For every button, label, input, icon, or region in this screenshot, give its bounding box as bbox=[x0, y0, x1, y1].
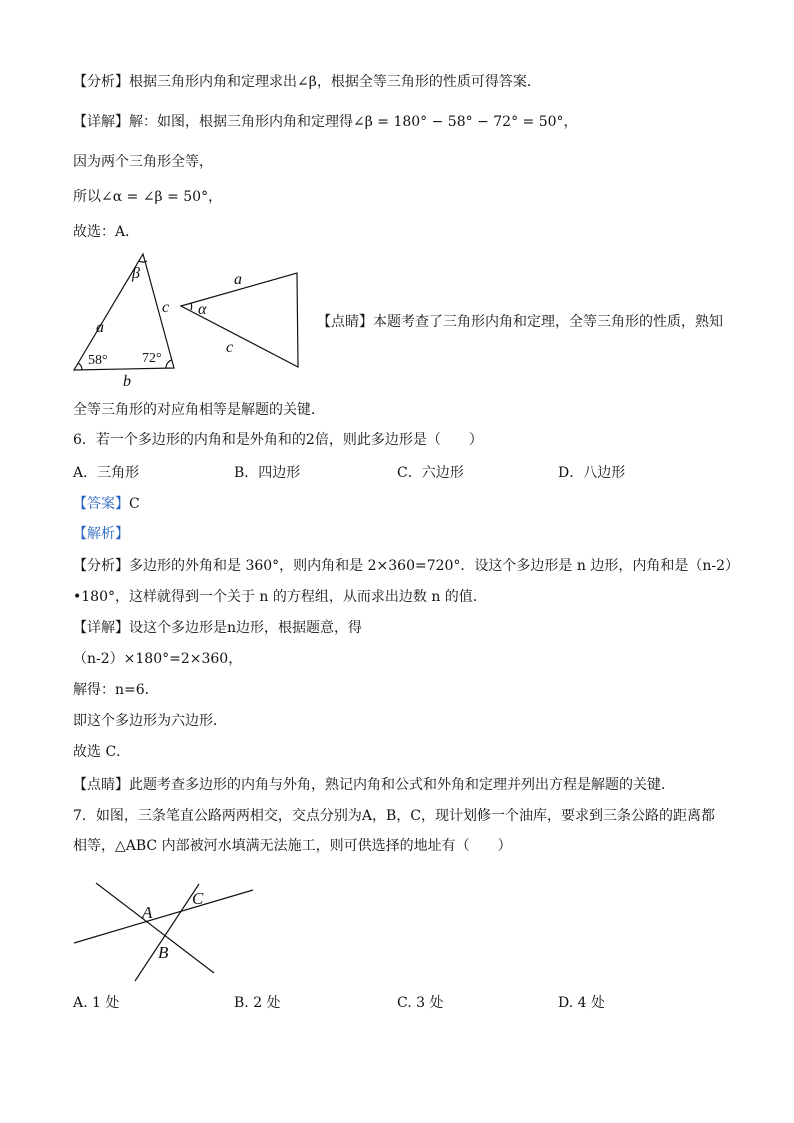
q6-option-b: B．四边形 bbox=[234, 465, 301, 481]
angle-mark-alpha bbox=[191, 303, 192, 310]
comment-line-cont: 全等三角形的对应角相等是解题的关键． bbox=[73, 402, 325, 418]
answer-value: C bbox=[129, 496, 140, 512]
q6-analysis-line: 【分析】多边形的外角和是 360°，则内角和是 2×360=720°．设这个多边形是 n 边形，内角和是（n-2） bbox=[73, 558, 740, 574]
comment-line: 【点睛】本题考查了三角形内角和定理，全等三角形的性质，熟知 bbox=[317, 314, 723, 330]
q7-option-b: B. 2 处 bbox=[234, 995, 281, 1011]
q6-option-c: C．六边形 bbox=[397, 465, 464, 481]
label-beta: β bbox=[132, 265, 140, 282]
label-c-right: c bbox=[226, 339, 234, 356]
label-b: b bbox=[123, 373, 131, 390]
angle-mark-58 bbox=[78, 363, 82, 370]
q6-solve-line: 解得：n=6． bbox=[73, 682, 159, 698]
label-c-left: c bbox=[162, 299, 170, 316]
q6-analysis-line: •180°，这样就得到一个关于 n 的方程组，从而求出边数 n 的值． bbox=[73, 589, 487, 605]
label-a-right: a bbox=[234, 271, 242, 288]
q7-option-d: D. 4 处 bbox=[558, 995, 605, 1011]
question-6-stem: 6．若一个多边形的内角和是外角和的2倍，则此多边形是（ ） bbox=[73, 432, 483, 448]
q6-equation-line: （n-2）×180°=2×360， bbox=[73, 651, 243, 667]
label-alpha: α bbox=[198, 301, 207, 318]
question-7-stem: 7．如图，三条笔直公路两两相交，交点分别为A，B，C，现计划修一个油库，要求到三条公路的距离都 bbox=[73, 808, 716, 824]
q6-comment-line: 【点睛】此题考查多边形的内角与外角，熟记内角和公式和外角和定理并列出方程是解题的关键． bbox=[73, 777, 675, 793]
congruent-triangles-figure bbox=[68, 250, 308, 390]
question-7-stem-cont: 相等，△ABC 内部被河水填满无法施工，则可供选择的地址有（ ） bbox=[73, 838, 512, 854]
label-a-left: a bbox=[96, 319, 104, 336]
answer-tag: 【答案】 bbox=[73, 496, 129, 512]
q6-choice-line: 故选 C． bbox=[73, 744, 131, 760]
q6-detail-line: 【详解】设这个多边形是n边形，根据题意，得 bbox=[73, 620, 363, 636]
choice-line: 故选：A． bbox=[73, 224, 140, 240]
q6-analysis-tag: 【解析】 bbox=[73, 526, 129, 542]
road-line-3 bbox=[135, 884, 199, 981]
q6-option-a: A．三角形 bbox=[73, 465, 140, 481]
label-C: C bbox=[192, 889, 204, 908]
label-A: A bbox=[142, 903, 153, 922]
q6-answer-row bbox=[73, 494, 140, 514]
analysis-line: 【分析】根据三角形内角和定理求出∠β，根据全等三角形的性质可得答案． bbox=[73, 74, 541, 90]
angle-mark-72 bbox=[166, 360, 172, 368]
label-B: B bbox=[158, 943, 169, 962]
q6-result-line: 即这个多边形为六边形． bbox=[73, 713, 227, 729]
angle-mark-beta bbox=[139, 261, 147, 262]
intersecting-roads-figure bbox=[70, 878, 260, 988]
q7-option-a: A. 1 处 bbox=[73, 995, 120, 1011]
q7-option-c: C. 3 处 bbox=[397, 995, 444, 1011]
q6-option-d: D．八边形 bbox=[558, 465, 626, 481]
label-58: 58° bbox=[88, 353, 108, 368]
detail-line: 【详解】解：如图，根据三角形内角和定理得∠β = 180° − 58° − 72° = 50°， bbox=[73, 114, 578, 130]
solution-line: 所以∠α = ∠β = 50°， bbox=[73, 189, 223, 205]
label-72: 72° bbox=[142, 351, 162, 366]
solution-line: 因为两个三角形全等， bbox=[73, 154, 213, 170]
